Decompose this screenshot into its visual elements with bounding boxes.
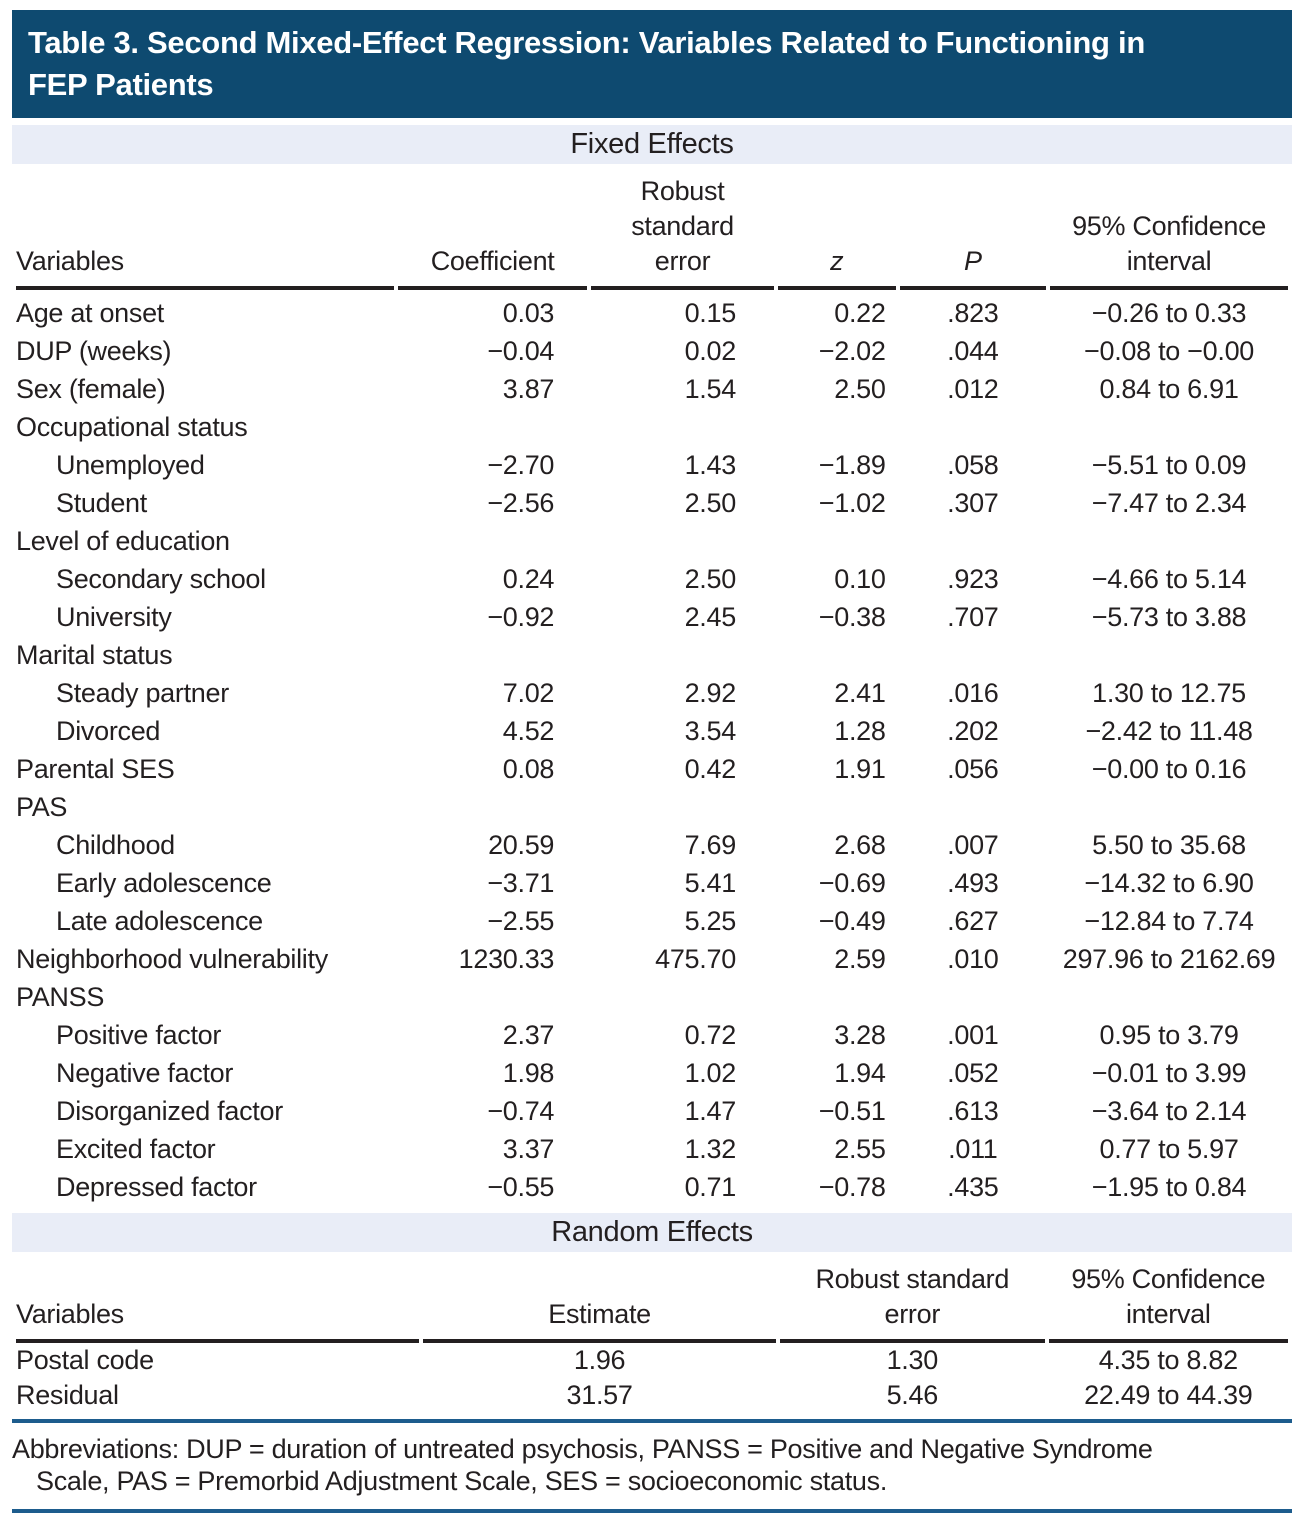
cell-robust-se: 5.46 — [886, 1380, 938, 1410]
table-row — [16, 1168, 1288, 1206]
cell-ci: 0.95 to 3.79 — [1099, 1019, 1239, 1050]
random-effects-table — [12, 1252, 1292, 1413]
cell-robust-se: 1.47 — [684, 1095, 736, 1126]
cell-robust-se: 2.50 — [684, 563, 736, 594]
cell-coefficient — [398, 788, 587, 826]
cell-z: 0.22 — [834, 297, 886, 328]
row-label: Divorced — [56, 715, 161, 746]
cell-ci: −0.26 to 0.33 — [1091, 297, 1247, 328]
cell-z: 1.94 — [834, 1057, 886, 1088]
cell-ci — [1050, 788, 1288, 826]
cell-coefficient: 4.52 — [502, 715, 555, 746]
cell-estimate: 1.96 — [573, 1345, 626, 1375]
cell-coefficient — [398, 522, 587, 560]
table-title-bar — [12, 10, 1292, 118]
cell-p: .011 — [948, 1133, 998, 1164]
cell-p: .707 — [947, 601, 999, 632]
cell-coefficient: 3.87 — [502, 373, 555, 404]
abbreviations-line1: Abbreviations: DUP = duration of untreated psychosis, PANSS = Positive and Negative Syndrome — [12, 1434, 1153, 1464]
cell-coefficient: −2.70 — [487, 449, 555, 480]
table-row — [16, 1378, 1288, 1413]
cell-coefficient: −0.55 — [487, 1171, 555, 1202]
table-row — [16, 560, 1288, 598]
fixed-effects-table — [12, 164, 1292, 1206]
row-label: Steady partner — [56, 677, 229, 708]
cell-p: .058 — [947, 449, 999, 480]
random-effects-band — [12, 1213, 1292, 1252]
table-row — [16, 1343, 1288, 1378]
cell-robust-se: 2.50 — [684, 487, 736, 518]
cell-p: .307 — [947, 487, 999, 518]
cell-p: .613 — [947, 1095, 999, 1126]
cell-coefficient: 1230.33 — [458, 943, 555, 974]
cell-ci: −14.32 to 6.90 — [1084, 867, 1254, 898]
cell-z: −0.49 — [818, 905, 886, 936]
cell-z: 2.68 — [834, 829, 886, 860]
cell-coefficient: 0.24 — [502, 563, 555, 594]
cell-robust-se: 2.45 — [684, 601, 736, 632]
cell-z — [778, 522, 896, 560]
row-label: Age at onset — [16, 297, 165, 328]
abbreviations-note — [12, 1419, 1292, 1513]
cell-robust-se: 2.92 — [684, 677, 736, 708]
cell-p: .016 — [947, 677, 999, 708]
cell-z: 0.10 — [834, 563, 886, 594]
cell-robust-se: 1.02 — [684, 1057, 736, 1088]
cell-ci: −3.64 to 2.14 — [1091, 1095, 1247, 1126]
cell-z: −2.02 — [818, 335, 886, 366]
table-row — [16, 484, 1288, 522]
cell-robust-se: 3.54 — [684, 715, 736, 746]
cell-coefficient: −0.74 — [487, 1095, 555, 1126]
row-label: Excited factor — [56, 1133, 216, 1164]
column-header-ci: 95% Confidence interval — [1049, 1252, 1288, 1343]
row-label: Sex (female) — [16, 373, 166, 404]
row-label: Residual — [16, 1380, 119, 1410]
table-group-row — [16, 788, 1288, 826]
cell-ci: 4.35 to 8.82 — [1098, 1345, 1238, 1375]
table-row — [16, 1016, 1288, 1054]
cell-coefficient: −2.55 — [487, 905, 555, 936]
cell-ci: 5.50 to 35.68 — [1092, 829, 1246, 860]
cell-robust-se — [591, 788, 774, 826]
column-header-robust-se: Robust standard error — [591, 164, 774, 290]
cell-p: .001 — [947, 1019, 999, 1050]
cell-ci: −5.51 to 0.09 — [1091, 449, 1247, 480]
cell-z: −0.78 — [818, 1171, 886, 1202]
abbreviations-line2: Scale, PAS = Premorbid Adjustment Scale, SES = socioeconomic status. — [36, 1466, 888, 1496]
row-label: Level of education — [16, 525, 230, 556]
cell-p: .007 — [947, 829, 999, 860]
cell-coefficient: −0.04 — [487, 335, 555, 366]
cell-z: 3.28 — [834, 1019, 886, 1050]
cell-ci: −7.47 to 2.34 — [1091, 487, 1247, 518]
cell-coefficient: 2.37 — [502, 1019, 555, 1050]
column-header-ci: 95% Confidence interval — [1050, 164, 1288, 290]
cell-coefficient: 7.02 — [502, 677, 555, 708]
cell-ci: −0.01 to 3.99 — [1091, 1057, 1247, 1088]
cell-robust-se: 0.71 — [684, 1171, 736, 1202]
cell-ci: −12.84 to 7.74 — [1084, 905, 1254, 936]
cell-robust-se — [591, 522, 774, 560]
cell-coefficient — [398, 408, 587, 446]
cell-ci — [1050, 636, 1288, 674]
table-title-line1: Table 3. Second Mixed-Effect Regression: Variables Related to Functioning in — [28, 25, 1145, 60]
table-row — [16, 902, 1288, 940]
table-row — [16, 750, 1288, 788]
table-group-row — [16, 636, 1288, 674]
table-row — [16, 826, 1288, 864]
cell-p: .823 — [947, 297, 999, 328]
cell-ci — [1050, 978, 1288, 1016]
row-label: Unemployed — [56, 449, 205, 480]
cell-robust-se: 5.41 — [684, 867, 736, 898]
table-group-row — [16, 408, 1288, 446]
row-label: Childhood — [56, 829, 175, 860]
cell-z: 2.41 — [834, 677, 886, 708]
table-row — [16, 370, 1288, 408]
cell-ci: 1.30 to 12.75 — [1092, 677, 1246, 708]
cell-coefficient — [398, 636, 587, 674]
cell-ci — [1050, 522, 1288, 560]
cell-robust-se: 0.42 — [684, 753, 736, 784]
cell-z: 1.28 — [834, 715, 886, 746]
cell-robust-se: 0.72 — [684, 1019, 736, 1050]
cell-robust-se: 7.69 — [684, 829, 736, 860]
cell-robust-se: 1.43 — [684, 449, 736, 480]
column-header-coefficient: Coefficient — [398, 164, 587, 290]
row-label: Neighborhood vulnerability — [16, 943, 328, 974]
cell-coefficient: −2.56 — [487, 487, 555, 518]
cell-z: 1.91 — [834, 753, 886, 784]
row-label: Late adolescence — [56, 905, 263, 936]
cell-p: .627 — [947, 905, 999, 936]
cell-z — [778, 636, 896, 674]
column-header-robust-se: Robust standard error — [780, 1252, 1045, 1343]
row-label: Parental SES — [16, 753, 175, 784]
cell-robust-se: 1.32 — [684, 1133, 736, 1164]
table-row — [16, 712, 1288, 750]
random-effects-section-label: Random Effects — [551, 1216, 753, 1248]
row-label: PANSS — [16, 981, 105, 1012]
cell-ci: 0.84 to 6.91 — [1099, 373, 1239, 404]
cell-ci: −0.08 to −0.00 — [1084, 335, 1255, 366]
table-row — [16, 1092, 1288, 1130]
table-group-row — [16, 978, 1288, 1016]
cell-p — [900, 978, 1046, 1016]
table-row — [16, 674, 1288, 712]
cell-robust-se: 475.70 — [655, 943, 736, 974]
cell-z: 2.50 — [834, 373, 886, 404]
cell-z: −0.51 — [818, 1095, 886, 1126]
table-group-row — [16, 522, 1288, 560]
cell-z: −1.89 — [818, 449, 886, 480]
table-row — [16, 1130, 1288, 1168]
cell-p: .493 — [947, 867, 999, 898]
row-label: Secondary school — [56, 563, 266, 594]
cell-robust-se: 1.30 — [886, 1345, 938, 1375]
table-row — [16, 446, 1288, 484]
cell-p: .056 — [947, 753, 999, 784]
table-row — [16, 940, 1288, 978]
cell-coefficient: −3.71 — [487, 867, 555, 898]
cell-p: .012 — [947, 373, 999, 404]
cell-z: 2.59 — [834, 943, 886, 974]
column-header-estimate: Estimate — [423, 1252, 776, 1343]
table-row — [16, 1054, 1288, 1092]
row-label: Depressed factor — [56, 1171, 257, 1202]
cell-z: −0.69 — [818, 867, 886, 898]
row-label: DUP (weeks) — [16, 335, 172, 366]
random-header-row — [16, 1252, 1288, 1343]
fixed-effects-band — [12, 125, 1292, 164]
cell-ci — [1050, 408, 1288, 446]
row-label: PAS — [16, 791, 68, 822]
cell-coefficient: 3.37 — [502, 1133, 555, 1164]
column-header-p: P — [900, 164, 1046, 290]
row-label: Occupational status — [16, 411, 248, 442]
cell-z: 2.55 — [834, 1133, 886, 1164]
cell-ci: 22.49 to 44.39 — [1084, 1380, 1253, 1410]
cell-ci: −2.42 to 11.48 — [1085, 715, 1253, 746]
row-label: Student — [56, 487, 147, 518]
cell-p: .052 — [947, 1057, 999, 1088]
cell-coefficient: 0.08 — [502, 753, 555, 784]
cell-coefficient: 0.03 — [502, 297, 555, 328]
column-header-variables: Variables — [16, 1252, 419, 1343]
fixed-effects-section-label: Fixed Effects — [570, 128, 734, 160]
cell-coefficient: 20.59 — [488, 829, 555, 860]
cell-z — [778, 978, 896, 1016]
cell-estimate: 31.57 — [566, 1380, 633, 1410]
cell-coefficient: 1.98 — [502, 1057, 555, 1088]
cell-robust-se: 0.02 — [684, 335, 736, 366]
column-header-z: z — [778, 164, 896, 290]
cell-p — [900, 636, 1046, 674]
cell-ci: 0.77 to 5.97 — [1099, 1133, 1239, 1164]
cell-p: .202 — [947, 715, 999, 746]
column-header-variables: Variables — [16, 164, 394, 290]
cell-coefficient: −0.92 — [487, 601, 555, 632]
cell-p — [900, 408, 1046, 446]
cell-ci: −0.00 to 0.16 — [1091, 753, 1247, 784]
table-row — [16, 290, 1288, 332]
row-label: Negative factor — [56, 1057, 234, 1088]
cell-ci: −1.95 to 0.84 — [1091, 1171, 1247, 1202]
row-label: Marital status — [16, 639, 173, 670]
table-row — [16, 864, 1288, 902]
row-label: Positive factor — [56, 1019, 222, 1050]
cell-p — [900, 788, 1046, 826]
table-title-line2: FEP Patients — [28, 67, 214, 102]
row-label: University — [56, 601, 172, 632]
cell-robust-se — [591, 408, 774, 446]
cell-p: .435 — [947, 1171, 999, 1202]
cell-z — [778, 788, 896, 826]
cell-coefficient — [398, 978, 587, 1016]
cell-p: .010 — [947, 943, 999, 974]
cell-ci: −5.73 to 3.88 — [1091, 601, 1247, 632]
cell-p — [900, 522, 1046, 560]
row-label: Postal code — [16, 1345, 154, 1375]
cell-z: −1.02 — [818, 487, 886, 518]
cell-robust-se — [591, 636, 774, 674]
cell-ci: 297.96 to 2162.69 — [1062, 943, 1276, 974]
cell-z — [778, 408, 896, 446]
cell-p: .044 — [947, 335, 999, 366]
fixed-header-row — [16, 164, 1288, 290]
table-row — [16, 598, 1288, 636]
row-label: Disorganized factor — [56, 1095, 283, 1126]
cell-robust-se — [591, 978, 774, 1016]
cell-robust-se: 1.54 — [684, 373, 736, 404]
cell-ci: −4.66 to 5.14 — [1091, 563, 1247, 594]
cell-robust-se: 0.15 — [684, 297, 736, 328]
table-row — [16, 332, 1288, 370]
cell-z: −0.38 — [818, 601, 886, 632]
row-label: Early adolescence — [56, 867, 272, 898]
cell-robust-se: 5.25 — [684, 905, 736, 936]
cell-p: .923 — [947, 563, 999, 594]
